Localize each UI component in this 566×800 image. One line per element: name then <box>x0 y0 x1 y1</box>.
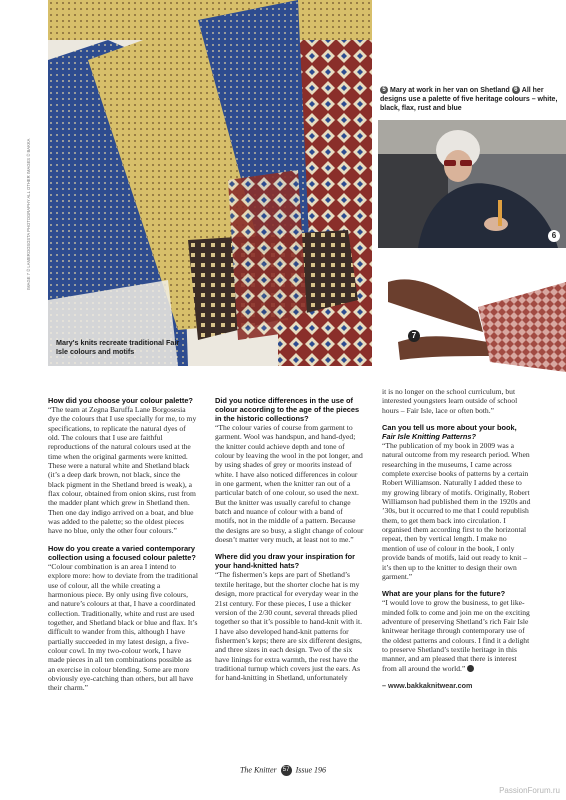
question-future-plans: What are your plans for the future? <box>382 589 506 599</box>
answer-hat-inspiration-continued: it is no longer on the school curriculum, but interested youngsters learn outside of school hours – Fair Isle, lace or often both.” <box>382 387 518 415</box>
text-column-1 <box>48 396 198 701</box>
question-colour-palette: How did you choose your colour palette? <box>48 396 193 405</box>
issue-number: Issue 196 <box>295 765 327 775</box>
watermark: PassionForum.ru <box>499 786 560 795</box>
question-book-text: Can you tell us more about your book, <box>382 423 517 433</box>
hands-illustration <box>378 252 566 380</box>
photo-credit: IMAGE 7 © LAMEROOSOSTA PHOTOGRAPHY ALL OTHER IMAGES © BAKKA <box>26 138 31 290</box>
mary-illustration <box>378 120 566 248</box>
knitwear-illustration <box>48 0 372 366</box>
question-varied-collection: How do you create a varied contemporary collection using a focused colour palette? <box>48 543 196 562</box>
knits-caption: Mary's knits recreate traditional Fair Isle colours and motifs <box>56 338 180 356</box>
answer-varied-collection: “Colour combination is an area I intend to explore more: how to deviate from the traditional use of colour, all the while creating a harmonious piece. By only using five colours, and nature’s colours at that, I have a coordinated collection. Traditionally, white and rust are used together, and Shetland black or blue and flax. It’s difficult to wander from this, although I have partially succeeded in my latest design, a five-colour cowl. In my two-colour work, I have made pieces in all ten combinations possible as an exercise in colour blending. Some are more obviously eye-catching than others, but all have their charm.” <box>48 561 198 693</box>
magazine-name: The Knitter <box>239 765 277 775</box>
answer-future-plans <box>382 598 532 673</box>
caption-bullet-6: 6 <box>512 86 520 94</box>
right-caption <box>380 86 560 113</box>
book-title: Fair Isle Knitting Patterns? <box>382 432 477 442</box>
photo-number-7: 7 <box>408 330 420 342</box>
question-hat-inspiration: Where did you draw your inspiration for your hand-knitted hats? <box>215 552 356 571</box>
answer-future-plans-text: “I would love to grow the business, to get like-minded folk to come and join me on the exciting adventure of preserving Shetland’s rich Fair Isle knitwear heritage through contemporary use of the oldest patterns and colours. I find it a delight to preserve Shetland’s textile heritage in this manner, and am pleased that there is interest from all around the world.” <box>382 598 530 673</box>
answer-hat-inspiration: “The fishermen’s keps are part of Shetland’s textile heritage, but the shorter cloche hat is my design, more practical for everyday wear in the 21st century. For these pieces, I use a thicker version of the 2/30 count, several threads plied together so that it’s possible to hand-knit with it. I have also developed hand-knit patterns for fishermen’s keps; there are six different designs, and three sizes in each design. Two of the six have linings for extra warmth, the rest have the traditional turnup which covers just the ears. As for hand-knitting in Shetland, unfortunately <box>215 570 363 683</box>
palette-caption: All her designs use a palette of five heritage colours – white, black, flax, rust and blue <box>380 87 558 112</box>
hands-photo <box>378 252 566 380</box>
end-mark-icon <box>467 665 474 672</box>
question-historic-colour: Did you notice differences in the use of colour according to the age of the pieces in the historic collections? <box>215 396 360 423</box>
answer-historic-colour: “The colour varies of course from garment to garment. Wool was handspun, and hand-dyed; the knitter could achieve depth and tone of colour by leaving the wool in the pot longer, and by using shades of grey or moorits instead of white. I have also noticed differences in colour in one garment, when the knitter ran out of a particular batch of one colour, so used the next. But the knitter was usually careful to change batch and nuance of colour with a band of motifs, not in the middle of a pattern. Because the designs are so busy, a slight change of colour doesn’t matter very much, at least not to me.” <box>215 423 364 545</box>
mary-caption: Mary at work in her van on Shetland <box>390 87 510 94</box>
answer-book: “The publication of my book in 2009 was a natural outcome from my research period. When researching in the museums, I came across complete exercise books of patterns by a certain Robert Williamson. Naturally I added these to my growing library of motifs. Originally, Robert Williamson had published them in the 1920s and ’30s, but it occurred to me that I could republish them, to get them back into circulation. I organised them according first to the horizontal repeat, then by vertical length. I make no mention of use of colour in the book, I only provide bands of motifs, laid out ready to knit – it’s then up to the knitter to design their own garment.” <box>382 441 531 581</box>
photo-number-6: 6 <box>548 230 560 242</box>
text-column-2 <box>215 396 365 691</box>
knitwear-photo <box>48 0 372 366</box>
page-footer <box>0 765 566 776</box>
caption-bullet-5: 5 <box>380 86 388 94</box>
question-book <box>382 423 532 441</box>
mary-photo <box>378 120 566 248</box>
page-number: 57 <box>281 765 292 776</box>
website-link[interactable]: – www.bakkaknitwear.com <box>382 680 473 690</box>
answer-colour-palette: “The team at Zegna Baruffa Lane Borgosesia dye the colours that I use specially for me, to my specifications, to replicate the natural dyes of old. The colours that I use are faithful reproductions of the natural colours used at the time when the original garments were knitted. These were a natural white and Shetland black (it’s a deep dark brown, not black, since the black pigment in the Shetland breed is weak), a flax colour, obtained from onion skins, rust from the madder plant which grew in Shetland then. Then one day indigo arrived on a boat, and blue was added to the palette; so the oldest pieces have no blue, only the other four colours.” <box>48 405 197 536</box>
text-column-3 <box>382 387 532 698</box>
